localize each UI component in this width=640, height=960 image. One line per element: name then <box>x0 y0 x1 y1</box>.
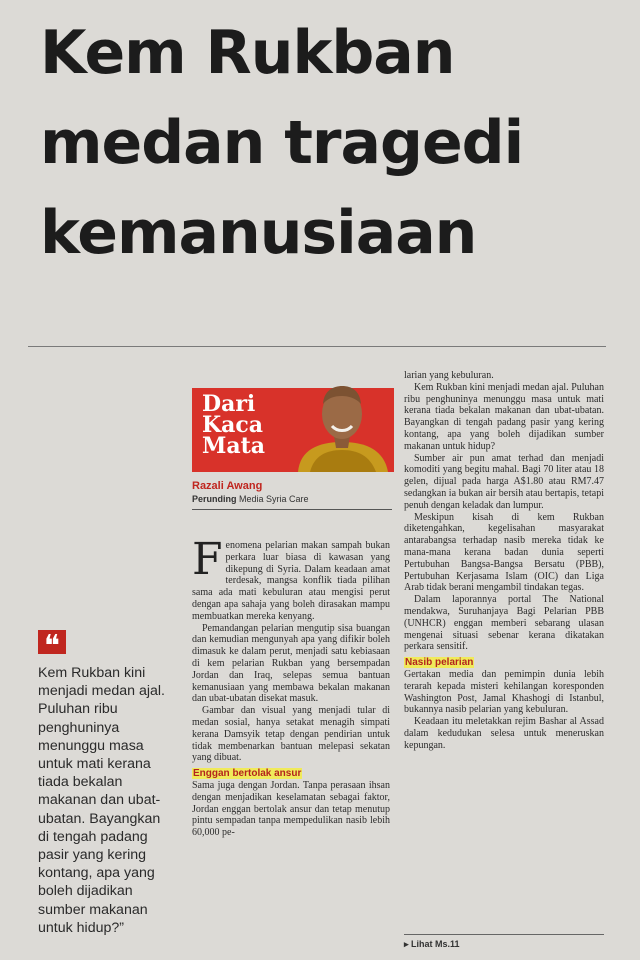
article-paragraph: Gambar dan visual yang menjadi tular di medan sosial, hanya setakat menagih simpati kerana Damsyik tetap dengan pendirian untuk tidak membenarkan bantuan melepasi sekatan yang dibuat. <box>192 705 390 764</box>
article-paragraph: Sama juga dengan Jordan. Tanpa perasaan ihsan dengan menjadikan keselamatan sebagai faktor, Jordan enggan bertolak ansur dan tetap menutup pintu sempadan tanpa mempedulikan nasib lebih 60,000 pe- <box>192 779 390 839</box>
article-paragraph: Sumber air pun amat terhad dan menjadi komoditi yang begitu mahal. Bagi 70 liter atau 18 gelen, dijual pada harga A$1.80 atau RM7.47 sedangkan ia bukan air bersih atau bertapis, tetapi penuh dengan keladak dan lumpur. <box>404 452 604 511</box>
article-paragraph: Keadaan itu meletakkan rejim Bashar al Assad dalam kedudukan selesa untuk meneruskan kepungan. <box>404 716 604 751</box>
author-role-org: Media Syria Care <box>236 494 309 504</box>
headline <box>40 8 600 278</box>
subheading-text: Enggan bertolak ansur <box>193 768 302 780</box>
author-role <box>192 494 309 504</box>
headline-line-2: medan tragedi <box>40 108 524 178</box>
byline-divider <box>192 509 392 510</box>
subheading-text: Nasib pelarian <box>405 657 474 669</box>
article-column-2 <box>404 370 604 752</box>
subheading <box>192 768 390 780</box>
author-name: Razali Awang <box>192 480 263 492</box>
paragraph-text: enomena pelarian makan sampah bukan perkara luar biasa di kawasan yang dikepung di Syria. Dalam keadaan amat terdesak, mangsa konflik tiada pilihan sama ada mati kebuluran atau mengisi perut dengan apa sahaja yang boleh dirasakan mampu membuatkan mereka kenyang. <box>192 540 390 622</box>
article-paragraph: Kem Rukban kini menjadi medan ajal. Puluhan ribu penghuninya menunggu masa untuk mati kerana tiada bekalan makanan dan ubat-ubatan. Bayangkan di tengah padang pasir yang kering kontang, apa yang boleh dijadikan sumber makanan untuk hidup? <box>404 381 604 452</box>
column-banner-line-1: Dari <box>202 391 256 417</box>
author-role-title: Perunding <box>192 494 237 504</box>
article-column-1 <box>192 534 390 839</box>
article-paragraph: Meskipun kisah di kem Rukban diketengahkan, kegelisahan masyarakat antarabangsa terhadap nasib mereka tidak ke mana-mana kerana badan dunia seperti Pertubuhan Bangsa-Bangsa Bersatu (PBB), Pertubuhan Kerjasama Islam (OIC) dan Liga Arab tidak berani mengambil tindakan tegas. <box>404 511 604 594</box>
section-divider <box>28 346 606 347</box>
article-paragraph: Pemandangan pelarian mengutip sisa buangan dan kemudian mengunyah apa yang difikir boleh dimasuk ke dalam perut, menjadi satu kebiasaan di kem pelarian Rukban yang bersempadan Jordan dan Iraq, selepas semua bantuan kemanusiaan yang membawa bekalan makanan dan ubat-ubatan disekat masuk. <box>192 622 390 705</box>
article-paragraph: Dalam laporannya portal The National mendakwa, Suruhanjaya Bagi Pelarian PBB (UNHCR) enggan memberi sebarang ulasan mengenai situasi sebenar kerana dikatakan perkara sensitif. <box>404 594 604 653</box>
headline-line-3: kemanusiaan <box>40 198 477 268</box>
quote-icon: ❝ <box>38 630 66 654</box>
article-paragraph: larian yang kebuluran. <box>404 370 494 381</box>
drop-cap: F <box>192 534 223 585</box>
headline-line-1: Kem Rukban <box>40 18 455 88</box>
author-portrait <box>290 378 394 472</box>
continued-on-page: ▸ Lihat Ms.11 <box>404 934 604 950</box>
column-banner-line-3: Mata <box>202 433 266 459</box>
pull-quote: Kem Rukban kini menjadi medan ajal. Puluhan ribu penghuninya menunggu masa untuk mati kerana tiada bekalan makanan dan ubat-ubatan. Bayangkan di tengah padang pasir yang kering kontang, apa yang boleh dijadikan sumber makanan untuk hidup?” <box>38 665 165 936</box>
continued-on-page-text: Lihat Ms.11 <box>411 939 460 949</box>
article-paragraph: Gertakan media dan pemimpin dunia lebih terarah kepada misteri kehilangan koresponden Washington Post, Jamal Khashogi di Istanbul, bukannya nasib pelarian yang kebuluran. <box>404 668 604 716</box>
column-banner-title <box>202 391 266 459</box>
article-paragraph <box>192 534 390 623</box>
column-banner-line-2: Kaca <box>202 412 264 438</box>
subheading <box>404 657 604 669</box>
